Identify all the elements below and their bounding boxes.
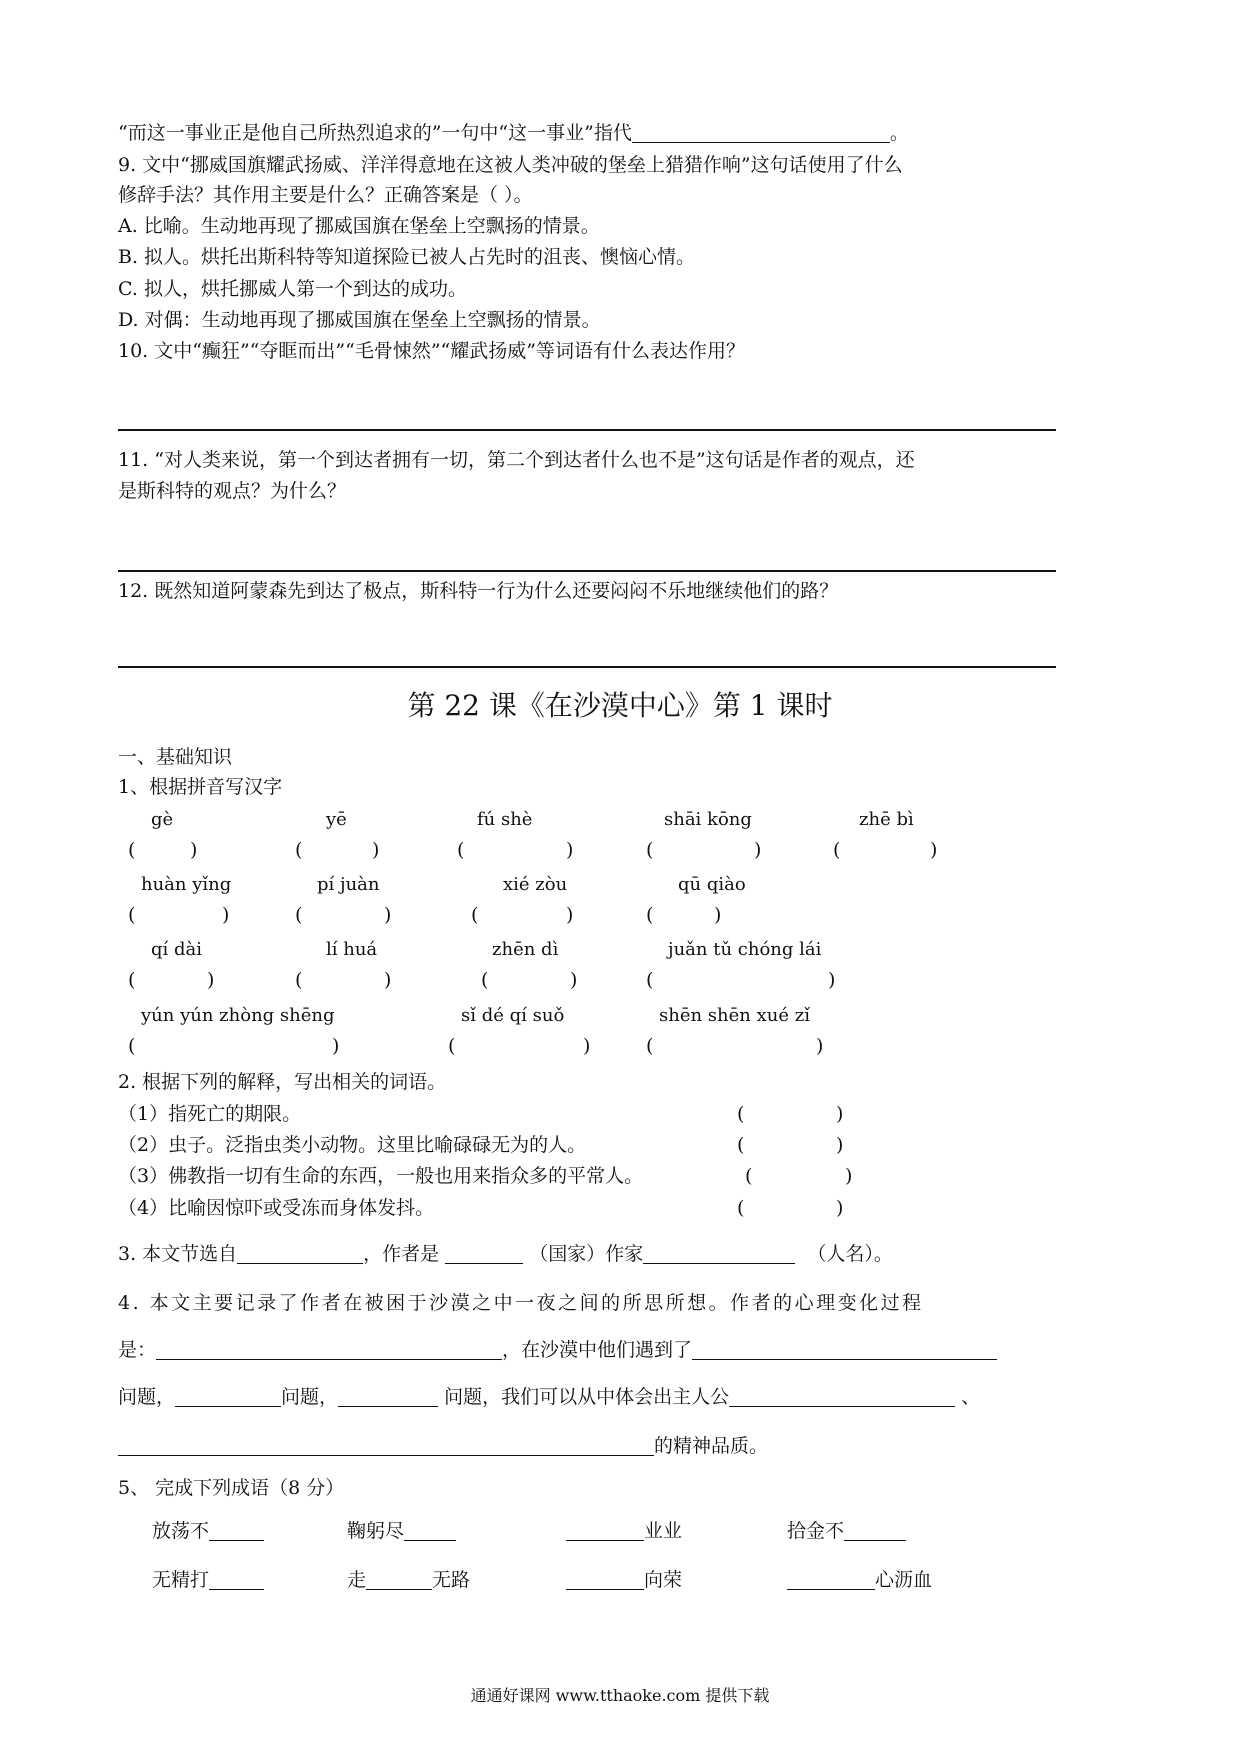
idiom-item <box>152 1517 264 1545</box>
section-heading: 一、基础知识 <box>118 746 233 768</box>
idiom-item <box>347 1566 470 1594</box>
idiom-item <box>152 1566 264 1594</box>
idiom-item <box>787 1566 932 1594</box>
idiom-text: 业业 <box>644 1520 683 1542</box>
q4-text: 问题， <box>118 1386 176 1408</box>
q2-item: （4）比喻因惊吓或受冻而身体发抖。 <box>118 1197 435 1219</box>
idiom-text: 无精打 <box>152 1569 210 1591</box>
idiom-text: 鞠躬尽 <box>347 1520 405 1542</box>
answer-paren-open: ( <box>737 1134 745 1156</box>
idiom-blank[interactable] <box>844 1520 906 1541</box>
q5-label: 5、 完成下列成语（8 分） <box>118 1477 345 1499</box>
idiom-text: 拾金不 <box>787 1520 845 1542</box>
q8-text: “而这一事业正是他自己所热烈追求的”一句中“这一事业”指代 <box>118 122 632 144</box>
answer-paren-close: ) <box>714 904 722 926</box>
pinyin-label: zhē bì <box>859 809 914 830</box>
q4-line-3 <box>118 1383 980 1411</box>
pinyin-label: juǎn tǔ chóng lái <box>668 939 822 960</box>
idiom-blank[interactable] <box>366 1569 432 1590</box>
answer-paren-open: ( <box>471 904 479 926</box>
q4-text: 问题， <box>281 1386 339 1408</box>
answer-paren-open: ( <box>737 1103 745 1125</box>
answer-paren-close: ) <box>754 839 762 861</box>
answer-paren-open: ( <box>646 969 654 991</box>
q4-text: 、 <box>961 1386 981 1408</box>
answer-paren-close: ) <box>222 904 230 926</box>
q9-line-1: 9. 文中“挪威国旗耀武扬威、洋洋得意地在这被人类冲破的堡垒上猎猎作响”这句话使用了什么 <box>118 154 903 176</box>
q4-blank-process[interactable] <box>156 1339 502 1360</box>
q12-answer-line[interactable] <box>118 666 1056 668</box>
q9-option-d: D. 对偶：生动地再现了挪威国旗在堡垒上空飘扬的情景。 <box>118 309 601 331</box>
q12-text: 12. 既然知道阿蒙森先到达了极点，斯科特一行为什么还要闷闷不乐地继续他们的路？ <box>118 580 839 602</box>
q11-answer-line[interactable] <box>118 570 1056 572</box>
q3-line <box>118 1240 893 1268</box>
pinyin-label: gè <box>151 809 174 830</box>
q4-text: 的精神品质。 <box>654 1435 769 1457</box>
q4-line-2 <box>118 1336 997 1364</box>
answer-paren-close: ) <box>828 969 836 991</box>
answer-paren-close: ) <box>384 904 392 926</box>
q9-option-a: A. 比喻。生动地再现了挪威国旗在堡垒上空飘扬的情景。 <box>118 215 600 237</box>
q3-blank-source[interactable] <box>237 1243 363 1264</box>
answer-paren-open: ( <box>745 1165 753 1187</box>
pinyin-label: shēn shēn xué zǐ <box>659 1005 810 1026</box>
answer-paren-open: ( <box>646 1035 654 1057</box>
answer-paren-open: ( <box>833 839 841 861</box>
pinyin-label: qū qiào <box>678 874 746 895</box>
pinyin-label: sǐ dé qí suǒ <box>461 1005 565 1026</box>
idiom-item <box>347 1517 456 1545</box>
q9-line-2: 修辞手法？其作用主要是什么？正确答案是（ ）。 <box>118 184 533 206</box>
q9-option-b: B. 拟人。烘托出斯科特等知道探险已被人占先时的沮丧、懊恼心情。 <box>118 246 696 268</box>
pinyin-label: shāi kōng <box>664 809 752 830</box>
q3-blank-author[interactable] <box>643 1243 795 1264</box>
q3-text: ，作者是 <box>363 1243 440 1265</box>
idiom-blank[interactable] <box>566 1520 644 1541</box>
q4-blank-quality-2[interactable] <box>118 1435 654 1456</box>
answer-paren-open: ( <box>295 839 303 861</box>
q3-text: 3. 本文节选自 <box>118 1243 238 1265</box>
answer-paren-close: ) <box>566 839 574 861</box>
pinyin-label: pí juàn <box>317 874 380 895</box>
q2-label: 2. 根据下列的解释，写出相关的词语。 <box>118 1071 447 1093</box>
answer-paren-close: ) <box>566 904 574 926</box>
idiom-blank[interactable] <box>787 1569 875 1590</box>
pinyin-label: fú shè <box>477 809 533 830</box>
q8-line <box>118 119 909 147</box>
answer-paren-open: ( <box>295 969 303 991</box>
idiom-item <box>566 1566 682 1594</box>
q11-line-1: 11. “对人类来说，第一个到达者拥有一切，第二个到达者什么也不是”这句话是作者的观点，还 <box>118 449 915 471</box>
q8-end: 。 <box>889 122 909 144</box>
q9-option-c: C. 拟人，烘托挪威人第一个到达的成功。 <box>118 278 467 300</box>
pinyin-label: yē <box>326 809 347 830</box>
answer-paren-open: ( <box>646 904 654 926</box>
answer-paren-open: ( <box>128 904 136 926</box>
q3-text: （人名）。 <box>807 1243 893 1265</box>
q4-blank-problem-1[interactable] <box>692 1339 997 1360</box>
q4-line-4 <box>118 1432 768 1460</box>
answer-paren-open: ( <box>128 839 136 861</box>
answer-paren-close: ) <box>836 1134 844 1156</box>
q4-blank-problem-3[interactable] <box>338 1386 438 1407</box>
idiom-text: 无路 <box>432 1569 471 1591</box>
q4-text: ，在沙漠中他们遇到了 <box>502 1339 693 1361</box>
idiom-item <box>566 1517 682 1545</box>
idiom-text: 放荡不 <box>152 1520 210 1542</box>
answer-paren-open: ( <box>737 1197 745 1219</box>
q10-answer-line[interactable] <box>118 429 1056 431</box>
pinyin-label: zhēn dì <box>492 939 559 960</box>
answer-paren-open: ( <box>481 969 489 991</box>
q4-text: 是： <box>118 1339 157 1361</box>
answer-paren-close: ) <box>372 839 380 861</box>
pinyin-label: qí dài <box>151 939 203 960</box>
q4-blank-problem-2[interactable] <box>175 1386 281 1407</box>
q4-text: 问题，我们可以从中体会出主人公 <box>444 1386 730 1408</box>
q4-blank-quality-1[interactable] <box>729 1386 955 1407</box>
idiom-text: 心沥血 <box>875 1569 933 1591</box>
answer-paren-open: ( <box>128 969 136 991</box>
q2-item: （1）指死亡的期限。 <box>118 1103 302 1125</box>
pinyin-label: yún yún zhòng shēng <box>141 1005 335 1026</box>
pinyin-label: huàn yǐng <box>141 874 232 895</box>
answer-paren-close: ) <box>816 1035 824 1057</box>
idiom-blank[interactable] <box>404 1520 456 1541</box>
lesson-title: 第 22 课《在沙漠中心》第 1 课时 <box>407 689 833 722</box>
footer-credit: 通通好课网 www.tthaoke.com 提供下载 <box>470 1686 770 1705</box>
answer-paren-close: ) <box>207 969 215 991</box>
answer-paren-open: ( <box>128 1035 136 1057</box>
idiom-blank[interactable] <box>209 1569 264 1590</box>
answer-paren-close: ) <box>570 969 578 991</box>
pinyin-label: xié zòu <box>503 874 568 895</box>
answer-paren-close: ) <box>836 1103 844 1125</box>
answer-paren-close: ) <box>930 839 938 861</box>
q3-text: （国家）作家 <box>529 1243 644 1265</box>
idiom-blank[interactable] <box>566 1569 644 1590</box>
answer-paren-open: ( <box>457 839 465 861</box>
answer-paren-close: ) <box>836 1197 844 1219</box>
q2-item: （3）佛教指一切有生命的东西，一般也用来指众多的平常人。 <box>118 1165 644 1187</box>
answer-paren-close: ) <box>384 969 392 991</box>
idiom-blank[interactable] <box>209 1520 264 1541</box>
q3-blank-country[interactable] <box>445 1243 523 1264</box>
answer-paren-close: ) <box>190 839 198 861</box>
q11-line-2: 是斯科特的观点？为什么？ <box>118 480 347 502</box>
idiom-item <box>787 1517 906 1545</box>
idiom-text: 向荣 <box>644 1569 683 1591</box>
answer-paren-close: ) <box>583 1035 591 1057</box>
answer-paren-open: ( <box>448 1035 456 1057</box>
answer-paren-close: ) <box>332 1035 340 1057</box>
idiom-text: 走 <box>347 1569 367 1591</box>
q1-label: 1、根据拼音写汉字 <box>118 776 283 798</box>
q8-blank[interactable] <box>632 122 890 143</box>
answer-paren-close: ) <box>845 1165 853 1187</box>
answer-paren-open: ( <box>295 904 303 926</box>
q10-text: 10. 文中“癫狂”“夺眶而出”“毛骨悚然”“耀武扬威”等词语有什么表达作用？ <box>118 340 745 362</box>
q4-line-1: 4. 本文主要记录了作者在被困于沙漠之中一夜之间的所思所想。作者的心理变化过程 <box>118 1292 924 1314</box>
pinyin-label: lí huá <box>326 939 378 960</box>
answer-paren-open: ( <box>646 839 654 861</box>
q2-item: （2）虫子。泛指虫类小动物。这里比喻碌碌无为的人。 <box>118 1134 587 1156</box>
